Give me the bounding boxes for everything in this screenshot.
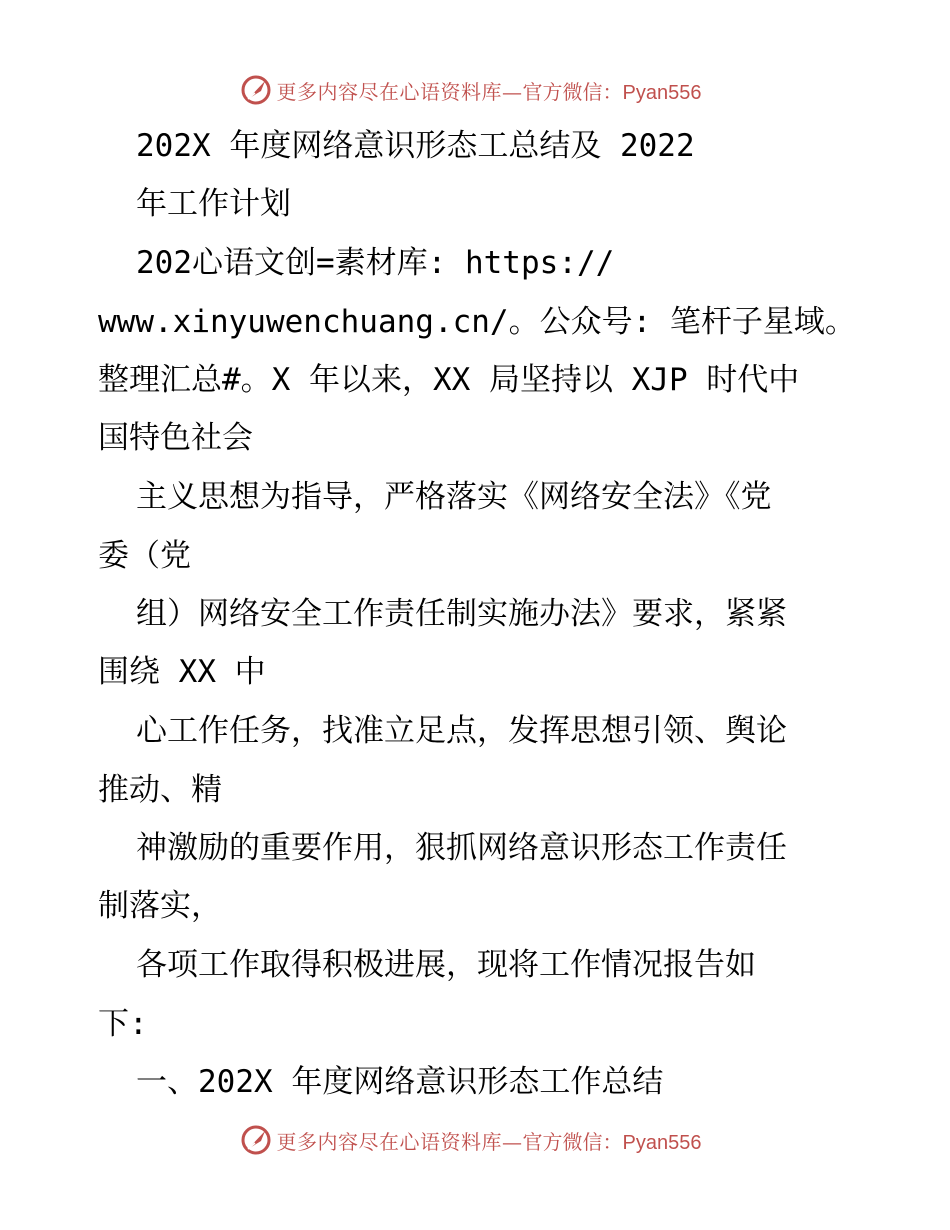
doc-line: www.xinyuwenchuang.cn/。公众号: 笔杆子星域。 xyxy=(98,304,856,340)
doc-line: 委（党 xyxy=(98,538,191,574)
doc-line: 组）网络安全工作责任制实施办法》要求，紧紧 xyxy=(136,596,787,632)
banner-text: 更多内容尽在心语资料库— xyxy=(276,79,523,104)
banner-text: 更多内容尽在心语资料库— xyxy=(276,1129,523,1154)
doc-line: 心工作任务，找准立足点，发挥思想引领、舆论 xyxy=(136,713,787,749)
quill-logo-icon xyxy=(239,1123,273,1157)
doc-line: 主义思想为指导，严格落实《网络安全法》《党 xyxy=(136,479,772,515)
banner-contact: 官方微信：Pyan556 xyxy=(522,81,702,104)
doc-line: 整理汇总#。X 年以来，XX 局坚持以 XJP 时代中 xyxy=(98,362,800,398)
footer-banner xyxy=(0,1120,950,1160)
doc-title-line-2: 年工作计划 xyxy=(136,186,291,222)
doc-line: 围绕 XX 中 xyxy=(98,654,266,690)
doc-title-line-1: 202X 年度网络意识形态工总结及 2022 xyxy=(136,128,695,164)
doc-line: 制落实， xyxy=(98,888,222,924)
doc-line: 神激励的重要作用，狠抓网络意识形态工作责任 xyxy=(136,830,787,866)
doc-line: 202心语文创=素材库: https:// xyxy=(136,245,615,281)
doc-line: 下: xyxy=(98,1006,148,1042)
quill-logo-icon xyxy=(239,73,273,107)
header-banner xyxy=(0,70,950,110)
section-heading: 一、202X 年度网络意识形态工作总结 xyxy=(136,1064,664,1100)
doc-line: 国特色社会 xyxy=(98,420,253,456)
doc-line: 各项工作取得积极进展，现将工作情况报告如 xyxy=(136,947,756,983)
doc-line: 推动、精 xyxy=(98,772,222,808)
banner-contact: 官方微信：Pyan556 xyxy=(522,1131,702,1154)
